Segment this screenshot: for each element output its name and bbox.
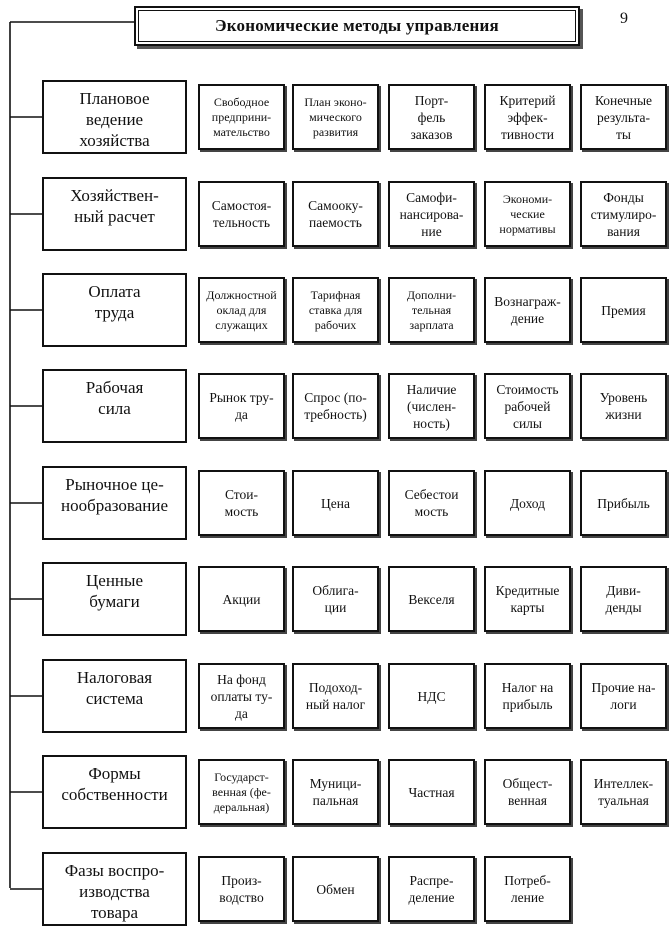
method-item-label: Потреб- ление bbox=[504, 873, 551, 905]
method-item-label: НДС bbox=[417, 688, 446, 704]
diagram-title-box bbox=[134, 6, 580, 46]
method-item-box bbox=[198, 181, 285, 247]
method-item-label: Распре- деление bbox=[408, 873, 455, 905]
diagram-title: Экономические методы управления bbox=[215, 16, 499, 35]
method-item-box bbox=[484, 373, 571, 439]
method-item-label: Прочие на- логи bbox=[591, 680, 656, 712]
category-label: Рыночное це- нообразование bbox=[61, 475, 168, 515]
method-item-box bbox=[580, 759, 667, 825]
method-item-box bbox=[484, 566, 571, 632]
category-label: Плановое ведение хозяйства bbox=[79, 89, 150, 150]
method-item-label: Должностной оклад для служащих bbox=[206, 287, 277, 332]
method-item-label: Конечные результа- ты bbox=[594, 92, 653, 142]
method-item-box bbox=[484, 277, 571, 343]
method-item-box bbox=[484, 84, 571, 150]
category-box bbox=[42, 659, 187, 733]
method-item-box bbox=[388, 277, 475, 343]
category-label: Формы собственности bbox=[61, 764, 168, 804]
method-item-box bbox=[388, 663, 475, 729]
method-item-box bbox=[580, 181, 667, 247]
method-item-box bbox=[388, 856, 475, 922]
category-label: Фазы воспро- изводства товара bbox=[64, 861, 165, 922]
method-item-box bbox=[292, 84, 379, 150]
method-item-label: Спрос (по- требность) bbox=[304, 390, 367, 422]
method-item-label: Самофи- нансирова- ние bbox=[399, 189, 464, 239]
method-item-label: Самооку- паемость bbox=[308, 198, 363, 230]
method-item-label: Обмен bbox=[316, 881, 355, 897]
method-item-box bbox=[292, 181, 379, 247]
method-item-label: Стоимость рабочей силы bbox=[496, 381, 559, 431]
method-item-box bbox=[292, 277, 379, 343]
category-label: Ценные бумаги bbox=[86, 571, 143, 611]
method-item-label: Уровень жизни bbox=[599, 390, 648, 422]
category-label: Рабочая сила bbox=[85, 378, 144, 418]
category-box bbox=[42, 466, 187, 540]
method-item-box bbox=[198, 663, 285, 729]
method-item-label: Дополни- тельная зарплата bbox=[406, 287, 457, 332]
method-item-box bbox=[580, 566, 667, 632]
method-item-label: Свободное предприни- мательство bbox=[211, 94, 272, 139]
method-item-label: Подоход- ный налог bbox=[305, 680, 366, 712]
method-item-label: Премия bbox=[601, 302, 646, 318]
page-number: 9 bbox=[620, 10, 628, 27]
method-item-label: На фонд оплаты ту- да bbox=[210, 671, 273, 721]
method-item-box bbox=[198, 277, 285, 343]
method-item-label: Частная bbox=[408, 784, 455, 800]
method-item-label: Доход bbox=[509, 495, 546, 511]
category-box bbox=[42, 852, 187, 926]
category-box bbox=[42, 755, 187, 829]
category-box bbox=[42, 562, 187, 636]
method-item-label: Наличие (числен- ность) bbox=[406, 381, 457, 431]
method-item-box bbox=[484, 181, 571, 247]
method-item-box bbox=[388, 84, 475, 150]
method-item-label: Стои- мость bbox=[224, 487, 259, 519]
method-item-box bbox=[198, 566, 285, 632]
method-item-label: План эконо- мического развития bbox=[304, 94, 367, 139]
method-item-box bbox=[388, 373, 475, 439]
method-item-label: Произ- водство bbox=[219, 873, 264, 905]
method-item-box bbox=[388, 759, 475, 825]
method-item-box bbox=[198, 470, 285, 536]
method-item-label: Общест- венная bbox=[502, 776, 553, 808]
method-item-box bbox=[292, 759, 379, 825]
method-item-box bbox=[580, 470, 667, 536]
method-item-label: Векселя bbox=[408, 591, 455, 607]
method-item-box bbox=[198, 373, 285, 439]
method-item-label: Цена bbox=[321, 495, 350, 511]
method-item-box bbox=[292, 373, 379, 439]
method-item-label: Критерий эффек- тивности bbox=[499, 92, 556, 142]
method-item-label: Вознаграж- дение bbox=[494, 294, 561, 326]
method-item-label: Муници- пальная bbox=[309, 776, 362, 808]
method-item-box bbox=[580, 277, 667, 343]
method-item-box bbox=[484, 856, 571, 922]
method-item-box bbox=[388, 181, 475, 247]
method-item-box bbox=[198, 84, 285, 150]
method-item-box bbox=[484, 663, 571, 729]
method-item-label: Диви- денды bbox=[605, 583, 642, 615]
method-item-label: Акции bbox=[222, 591, 261, 607]
method-item-label: Налог на прибыль bbox=[501, 680, 554, 712]
method-item-label: Государст- венная (фе- деральная) bbox=[212, 769, 271, 814]
category-label: Хозяйствен- ный расчет bbox=[70, 186, 159, 226]
category-box bbox=[42, 177, 187, 251]
method-item-box bbox=[484, 759, 571, 825]
method-item-box bbox=[198, 759, 285, 825]
method-item-box bbox=[292, 566, 379, 632]
method-item-box bbox=[580, 663, 667, 729]
method-item-box bbox=[580, 373, 667, 439]
method-item-box bbox=[292, 663, 379, 729]
method-item-box bbox=[388, 566, 475, 632]
method-item-box bbox=[292, 470, 379, 536]
method-item-label: Фонды стимулиро- вания bbox=[590, 189, 657, 239]
method-item-box bbox=[198, 856, 285, 922]
method-item-box bbox=[388, 470, 475, 536]
method-item-label: Экономи- ческие нормативы bbox=[499, 191, 556, 236]
method-item-label: Себестои мость bbox=[404, 487, 459, 519]
method-item-label: Рынок тру- да bbox=[209, 390, 274, 422]
method-item-label: Облига- ции bbox=[312, 583, 359, 615]
method-item-box bbox=[580, 84, 667, 150]
category-box bbox=[42, 369, 187, 443]
method-item-label: Порт- фель заказов bbox=[410, 92, 453, 142]
category-box bbox=[42, 80, 187, 154]
method-item-label: Тарифная ставка для рабочих bbox=[308, 287, 363, 332]
method-item-box bbox=[292, 856, 379, 922]
category-label: Оплата труда bbox=[88, 282, 141, 322]
method-item-label: Самостоя- тельность bbox=[211, 198, 272, 230]
category-label: Налоговая система bbox=[76, 668, 153, 708]
method-item-label: Прибыль bbox=[597, 495, 650, 511]
method-item-label: Кредитные карты bbox=[495, 583, 560, 615]
method-item-label: Интеллек- туальная bbox=[593, 776, 654, 808]
category-box bbox=[42, 273, 187, 347]
method-item-box bbox=[484, 470, 571, 536]
